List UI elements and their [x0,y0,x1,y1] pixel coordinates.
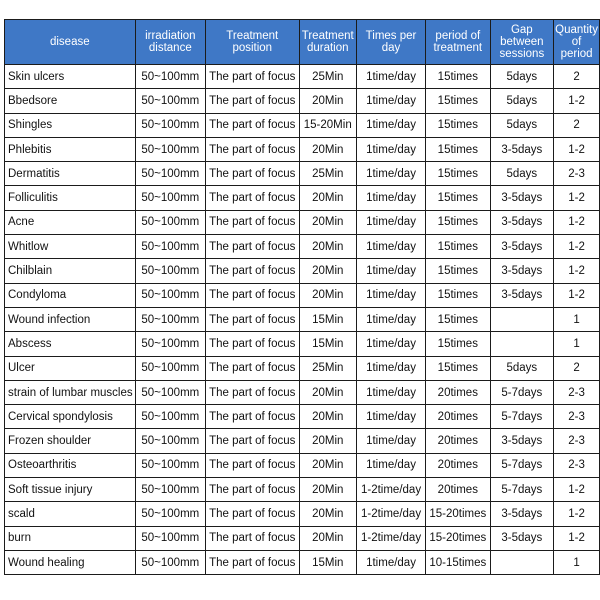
cell-disease: Bbedsore [5,89,136,113]
cell-gap-between-sessions: 5-7days [490,405,554,429]
cell-times-per-day: 1time/day [356,429,425,453]
cell-disease: Dermatitis [5,162,136,186]
table-row [5,307,600,331]
cell-irradiation-distance: 50~100mm [135,137,205,161]
cell-quantity-of-period: 1-2 [554,283,600,307]
cell-quantity-of-period: 2-3 [554,380,600,404]
cell-disease: Wound healing [5,550,136,574]
cell-treatment-duration: 25Min [299,356,356,380]
cell-disease: strain of lumbar muscles [5,380,136,404]
cell-period-of-treatment: 15times [426,162,490,186]
cell-quantity-of-period: 1-2 [554,89,600,113]
cell-gap-between-sessions [490,550,554,574]
cell-times-per-day: 1time/day [356,380,425,404]
cell-disease: Frozen shoulder [5,429,136,453]
cell-period-of-treatment: 15times [426,332,490,356]
table-row [5,478,600,502]
cell-irradiation-distance: 50~100mm [135,210,205,234]
cell-treatment-duration: 20Min [299,259,356,283]
cell-period-of-treatment: 20times [426,380,490,404]
cell-period-of-treatment: 15times [426,307,490,331]
table-row [5,186,600,210]
cell-quantity-of-period: 2 [554,65,600,89]
cell-treatment-position: The part of focus [206,478,300,502]
cell-irradiation-distance: 50~100mm [135,162,205,186]
cell-treatment-position: The part of focus [206,453,300,477]
cell-period-of-treatment: 15times [426,283,490,307]
cell-period-of-treatment: 15-20times [426,502,490,526]
header-disease: disease [5,20,136,65]
cell-times-per-day: 1time/day [356,283,425,307]
cell-treatment-position: The part of focus [206,380,300,404]
cell-treatment-position: The part of focus [206,162,300,186]
cell-quantity-of-period: 1-2 [554,526,600,550]
cell-disease: Skin ulcers [5,65,136,89]
cell-treatment-position: The part of focus [206,259,300,283]
cell-gap-between-sessions [490,307,554,331]
cell-gap-between-sessions: 5days [490,89,554,113]
header-quantity-of-period: Quantity of period [554,20,600,65]
cell-gap-between-sessions: 5-7days [490,380,554,404]
cell-gap-between-sessions: 5days [490,65,554,89]
cell-quantity-of-period: 1-2 [554,186,600,210]
cell-period-of-treatment: 15times [426,137,490,161]
table-row [5,380,600,404]
cell-treatment-duration: 15Min [299,550,356,574]
cell-irradiation-distance: 50~100mm [135,526,205,550]
cell-quantity-of-period: 1-2 [554,210,600,234]
cell-quantity-of-period: 2-3 [554,429,600,453]
cell-quantity-of-period: 2-3 [554,405,600,429]
cell-treatment-duration: 20Min [299,89,356,113]
cell-period-of-treatment: 15times [426,259,490,283]
header-irradiation-distance: irradiation distance [135,20,205,65]
cell-irradiation-distance: 50~100mm [135,307,205,331]
table-row [5,429,600,453]
cell-irradiation-distance: 50~100mm [135,186,205,210]
cell-quantity-of-period: 1-2 [554,137,600,161]
cell-quantity-of-period: 2 [554,356,600,380]
cell-gap-between-sessions: 5days [490,113,554,137]
cell-quantity-of-period: 1 [554,307,600,331]
cell-quantity-of-period: 1-2 [554,478,600,502]
cell-disease: burn [5,526,136,550]
cell-period-of-treatment: 20times [426,478,490,502]
cell-irradiation-distance: 50~100mm [135,405,205,429]
treatment-table-container [4,19,600,575]
cell-gap-between-sessions: 3-5days [490,235,554,259]
cell-treatment-position: The part of focus [206,65,300,89]
cell-period-of-treatment: 15times [426,210,490,234]
cell-irradiation-distance: 50~100mm [135,332,205,356]
cell-gap-between-sessions: 5days [490,356,554,380]
cell-gap-between-sessions: 5-7days [490,453,554,477]
cell-treatment-position: The part of focus [206,550,300,574]
cell-treatment-position: The part of focus [206,429,300,453]
cell-period-of-treatment: 15times [426,356,490,380]
cell-irradiation-distance: 50~100mm [135,502,205,526]
cell-gap-between-sessions: 3-5days [490,210,554,234]
cell-treatment-duration: 25Min [299,162,356,186]
cell-times-per-day: 1time/day [356,259,425,283]
cell-treatment-position: The part of focus [206,502,300,526]
cell-gap-between-sessions: 3-5days [490,429,554,453]
cell-gap-between-sessions: 3-5days [490,259,554,283]
table-row [5,210,600,234]
cell-disease: Folliculitis [5,186,136,210]
cell-treatment-duration: 20Min [299,283,356,307]
table-row [5,332,600,356]
header-period-of-treatment: period of treatment [426,20,490,65]
header-treatment-position: Treatment position [206,20,300,65]
cell-gap-between-sessions: 5days [490,162,554,186]
cell-treatment-duration: 20Min [299,502,356,526]
table-row [5,113,600,137]
cell-disease: Wound infection [5,307,136,331]
cell-treatment-duration: 15Min [299,332,356,356]
cell-treatment-duration: 15-20Min [299,113,356,137]
cell-treatment-duration: 20Min [299,210,356,234]
cell-irradiation-distance: 50~100mm [135,89,205,113]
cell-treatment-position: The part of focus [206,186,300,210]
cell-treatment-position: The part of focus [206,137,300,161]
cell-times-per-day: 1time/day [356,113,425,137]
cell-disease: Soft tissue injury [5,478,136,502]
cell-irradiation-distance: 50~100mm [135,550,205,574]
cell-period-of-treatment: 15-20times [426,526,490,550]
table-row [5,502,600,526]
table-row [5,259,600,283]
table-row [5,235,600,259]
cell-times-per-day: 1time/day [356,186,425,210]
cell-disease: scald [5,502,136,526]
cell-treatment-position: The part of focus [206,89,300,113]
header-treatment-duration: Treatment duration [299,20,356,65]
cell-period-of-treatment: 15times [426,235,490,259]
cell-disease: Chilblain [5,259,136,283]
cell-gap-between-sessions [490,332,554,356]
cell-period-of-treatment: 15times [426,89,490,113]
cell-gap-between-sessions: 3-5days [490,526,554,550]
table-row [5,89,600,113]
table-row [5,137,600,161]
cell-quantity-of-period: 1 [554,332,600,356]
cell-times-per-day: 1time/day [356,210,425,234]
cell-treatment-position: The part of focus [206,210,300,234]
cell-treatment-position: The part of focus [206,283,300,307]
table-row [5,526,600,550]
cell-treatment-duration: 20Min [299,235,356,259]
cell-times-per-day: 1time/day [356,307,425,331]
cell-treatment-position: The part of focus [206,235,300,259]
cell-treatment-position: The part of focus [206,113,300,137]
table-row [5,550,600,574]
cell-disease: Shingles [5,113,136,137]
cell-quantity-of-period: 1 [554,550,600,574]
cell-irradiation-distance: 50~100mm [135,356,205,380]
cell-times-per-day: 1time/day [356,332,425,356]
table-row [5,283,600,307]
cell-times-per-day: 1time/day [356,405,425,429]
cell-quantity-of-period: 2-3 [554,453,600,477]
treatment-table [4,19,600,575]
cell-disease: Abscess [5,332,136,356]
cell-period-of-treatment: 15times [426,113,490,137]
table-header-row [5,20,600,65]
table-row [5,65,600,89]
cell-irradiation-distance: 50~100mm [135,380,205,404]
cell-quantity-of-period: 1-2 [554,235,600,259]
cell-disease: Cervical spondylosis [5,405,136,429]
cell-times-per-day: 1-2time/day [356,526,425,550]
cell-treatment-position: The part of focus [206,307,300,331]
cell-period-of-treatment: 15times [426,186,490,210]
cell-disease: Phlebitis [5,137,136,161]
cell-times-per-day: 1-2time/day [356,478,425,502]
cell-disease: Condyloma [5,283,136,307]
table-row [5,453,600,477]
cell-quantity-of-period: 2-3 [554,162,600,186]
cell-irradiation-distance: 50~100mm [135,429,205,453]
cell-period-of-treatment: 15times [426,65,490,89]
cell-treatment-duration: 20Min [299,429,356,453]
cell-treatment-duration: 20Min [299,478,356,502]
cell-treatment-duration: 20Min [299,186,356,210]
cell-treatment-duration: 20Min [299,526,356,550]
cell-gap-between-sessions: 3-5days [490,186,554,210]
cell-quantity-of-period: 2 [554,113,600,137]
cell-disease: Whitlow [5,235,136,259]
cell-period-of-treatment: 20times [426,429,490,453]
cell-treatment-duration: 20Min [299,137,356,161]
cell-irradiation-distance: 50~100mm [135,259,205,283]
header-gap-between-sessions: Gap between sessions [490,20,554,65]
cell-treatment-duration: 25Min [299,65,356,89]
cell-irradiation-distance: 50~100mm [135,283,205,307]
cell-irradiation-distance: 50~100mm [135,65,205,89]
cell-gap-between-sessions: 3-5days [490,502,554,526]
cell-times-per-day: 1time/day [356,137,425,161]
cell-times-per-day: 1time/day [356,65,425,89]
cell-quantity-of-period: 1-2 [554,502,600,526]
cell-times-per-day: 1time/day [356,550,425,574]
cell-treatment-duration: 15Min [299,307,356,331]
cell-gap-between-sessions: 3-5days [490,283,554,307]
cell-disease: Osteoarthritis [5,453,136,477]
cell-gap-between-sessions: 5-7days [490,478,554,502]
cell-period-of-treatment: 20times [426,405,490,429]
cell-times-per-day: 1time/day [356,235,425,259]
table-row [5,356,600,380]
cell-period-of-treatment: 20times [426,453,490,477]
table-row [5,405,600,429]
cell-disease: Ulcer [5,356,136,380]
cell-quantity-of-period: 1-2 [554,259,600,283]
cell-treatment-duration: 20Min [299,453,356,477]
cell-treatment-duration: 20Min [299,380,356,404]
cell-irradiation-distance: 50~100mm [135,478,205,502]
cell-disease: Acne [5,210,136,234]
cell-times-per-day: 1time/day [356,356,425,380]
cell-irradiation-distance: 50~100mm [135,113,205,137]
cell-times-per-day: 1time/day [356,162,425,186]
table-body [5,65,600,575]
cell-irradiation-distance: 50~100mm [135,453,205,477]
cell-treatment-position: The part of focus [206,405,300,429]
cell-treatment-position: The part of focus [206,332,300,356]
cell-times-per-day: 1time/day [356,453,425,477]
header-times-per-day: Times per day [356,20,425,65]
cell-gap-between-sessions: 3-5days [490,137,554,161]
cell-period-of-treatment: 10-15times [426,550,490,574]
table-row [5,162,600,186]
cell-treatment-position: The part of focus [206,356,300,380]
cell-treatment-duration: 20Min [299,405,356,429]
cell-irradiation-distance: 50~100mm [135,235,205,259]
cell-treatment-position: The part of focus [206,526,300,550]
cell-times-per-day: 1time/day [356,89,425,113]
cell-times-per-day: 1-2time/day [356,502,425,526]
